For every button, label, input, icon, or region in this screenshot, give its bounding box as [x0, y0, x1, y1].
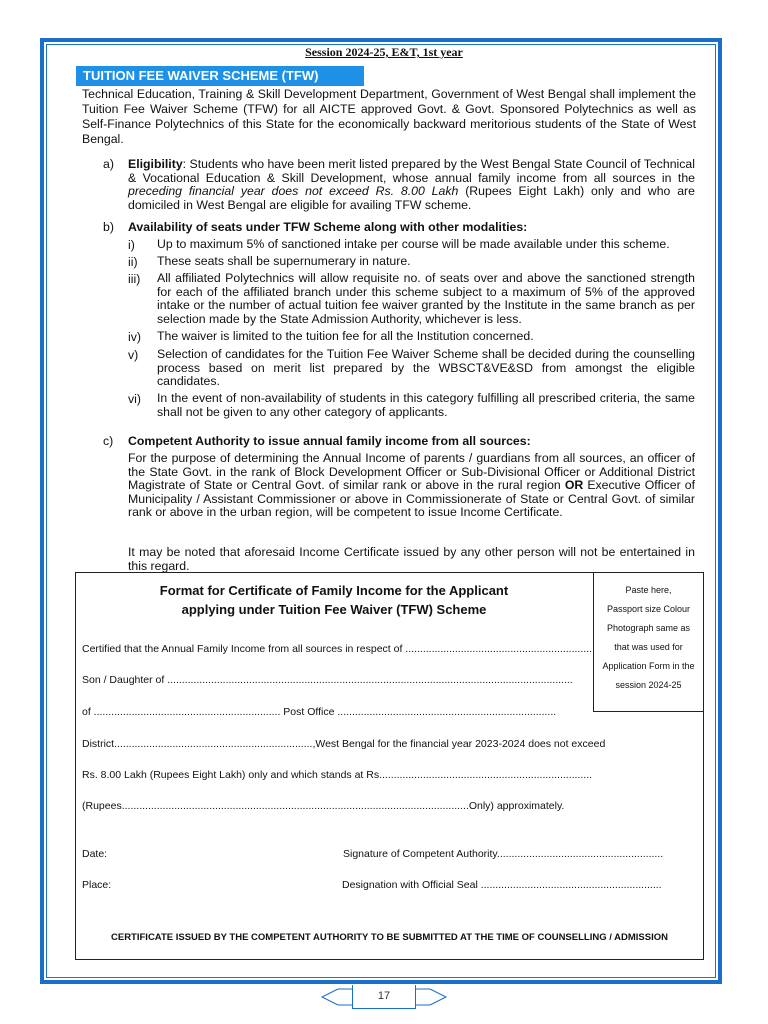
- intro-paragraph: Technical Education, Training & Skill Development Department, Government of West Bengal shall implement the Tuition Fee Waiver Scheme (TFW) for all AICTE approved Govt. & Govt. Sponsored Polytechnics as well as Self-Finance Polytechnics of this State for the economically backward meritorious students of the State of West Bengal.: [82, 87, 696, 146]
- availability-title: Availability of seats under TFW Scheme along with other modalities:: [128, 220, 528, 234]
- list-item-number: iii): [128, 272, 141, 286]
- certificate-line: District....................................................................,West Bengal for the financial year 2023-2024 does not exceed: [82, 738, 606, 750]
- eligibility-label: a): [103, 157, 114, 171]
- section-heading: TUITION FEE WAIVER SCHEME (TFW): [76, 66, 364, 86]
- certificate-line: Son / Daughter of ...........................................................................................................................................: [82, 674, 573, 686]
- certificate-title: Format for Certificate of Family Income for the Applicant applying under Tuition Fee Waiver (TFW) Scheme: [159, 583, 509, 617]
- eligibility-paragraph: Eligibility: Students who have been merit listed prepared by the West Bengal State Council of Technical & Vocational Education & Skill Development, whose annual family income from all sources in the preceding financial year does not exceed Rs. 8.00 Lakh (Rupees Eight Lakh) only and who are domiciled in West Bengal are eligible for availing TFW scheme.: [128, 157, 695, 212]
- certificate-line: Certified that the Annual Family Income from all sources in respect of ................................................................: [82, 643, 593, 655]
- list-item-text: In the event of non-availability of students in this category fulfilling all prescribed criteria, the same shall not be given to any other category of applicants.: [157, 391, 695, 419]
- list-item-text: All affiliated Polytechnics will allow requisite no. of seats over and above the sanctioned strength for each of the affiliated branch under this scheme subject to a maximum of 5% of the approved intake or the number of actual tuition fee waiver granted by the Institute in the same branch as per selection made by the State Admission Authority, whichever is less.: [157, 271, 695, 326]
- list-item-number: i): [128, 238, 135, 252]
- authority-paragraph: For the purpose of determining the Annual Income of parents / guardians from all sources, an officer of the State Govt. in the rank of Block Development Officer or Sub-Divisional Officer or Additional District Magistrate of State or Central Govt. of similar rank or above in the rural region OR Executive Officer of Municipality / Assistant Commissioner or above in Commissionerate of State or Central Govt. of similar rank or above in the urban region, will be competent to issue Income Certificate.: [128, 451, 696, 519]
- right-chevron-decoration: [430, 989, 446, 1005]
- list-item-number: v): [128, 348, 139, 362]
- list-item-number: ii): [128, 255, 138, 269]
- place-label: Place:: [82, 879, 112, 891]
- availability-label: b): [103, 220, 114, 234]
- list-item-text: The waiver is limited to the tuition fee for all the Institution concerned.: [157, 329, 534, 343]
- authority-title: Competent Authority to issue annual family income from all sources:: [128, 434, 531, 448]
- photo-placeholder: Paste here, Passport size Colour Photograph same as that was used for Application Form in the session 2024-25: [593, 572, 704, 712]
- left-chevron-decoration: [322, 989, 338, 1005]
- date-label: Date:: [82, 848, 108, 860]
- authority-label: c): [103, 434, 114, 448]
- list-item-number: iv): [128, 330, 141, 344]
- list-item-text: Selection of candidates for the Tuition Fee Waiver Scheme shall be decided during the counselling process based on merit list prepared by the WBSCT&VE&SD from amongst the eligible candidates.: [157, 347, 695, 388]
- signature-line: Signature of Competent Authority.........................................................: [343, 848, 664, 860]
- certificate-line: (Rupees.......................................................................................................................Only) approximately.: [82, 800, 565, 812]
- list-item-text: Up to maximum 5% of sanctioned intake per course will be made available under this scheme.: [157, 237, 670, 251]
- certificate-line: Rs. 8.00 Lakh (Rupees Eight Lakh) only and which stands at Rs.........................................................................: [82, 769, 593, 781]
- certificate-footer: CERTIFICATE ISSUED BY THE COMPETENT AUTHORITY TO BE SUBMITTED AT THE TIME OF COUNSELLING / ADMISSION: [111, 932, 668, 943]
- page-number: 17: [352, 985, 416, 1009]
- session-header: Session 2024-25, E&T, 1st year: [305, 45, 463, 59]
- list-item-text: These seats shall be supernumerary in nature.: [157, 254, 411, 268]
- designation-line: Designation with Official Seal ..............................................................: [342, 879, 662, 891]
- list-item-number: vi): [128, 392, 141, 406]
- authority-note: It may be noted that aforesaid Income Certificate issued by any other person will not be entertained in this regard.: [128, 545, 695, 573]
- certificate-line: of ................................................................ Post Office ...........................................................................: [82, 706, 557, 718]
